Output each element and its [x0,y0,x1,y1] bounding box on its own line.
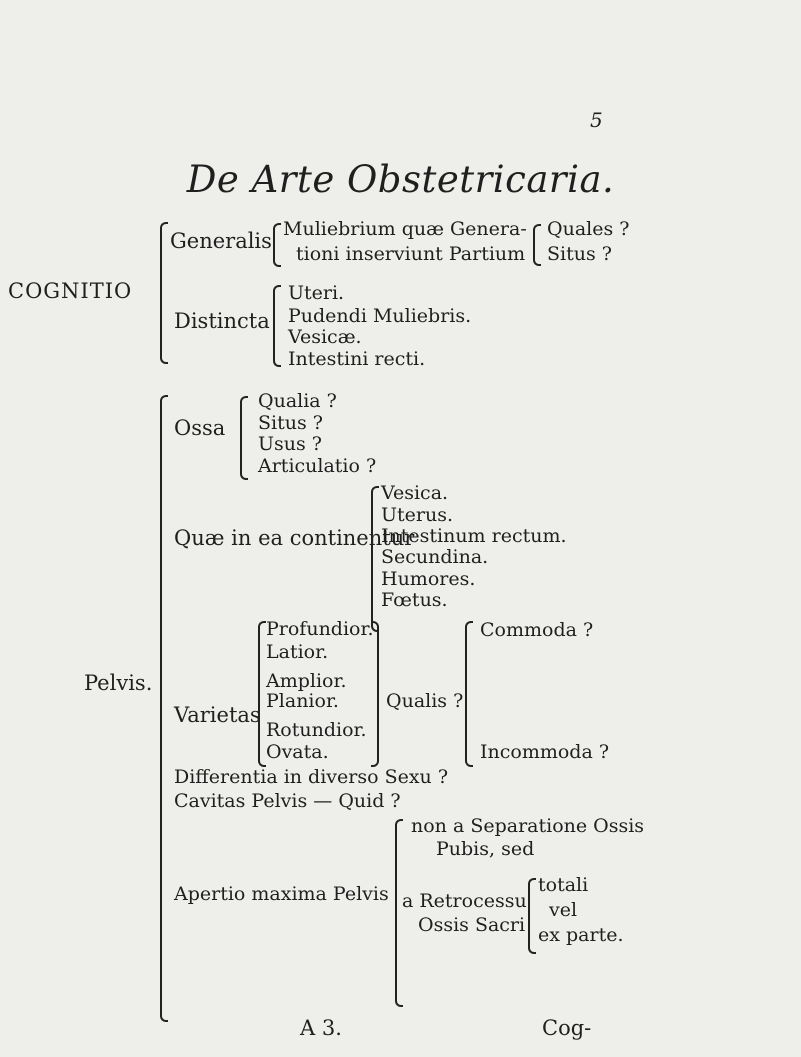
pelvis-brace [160,395,168,1022]
retrocessu-label: a Retrocessu [402,890,527,912]
apertio-line-1: non a Separatione Ossis [411,815,645,837]
qualis-label: Qualis ? [386,690,464,712]
contents-brace [371,486,379,632]
ossis-sacri-label: Ossis Sacri [418,914,526,936]
articulatio-label: Articulatio ? [258,455,377,477]
ossa-brace [240,396,248,480]
situs-label: Situs ? [547,243,612,265]
content-item: Humores. [381,568,476,590]
pudendi-label: Pudendi Muliebris. [288,305,472,327]
variety-item: Profundior. [266,618,374,640]
generalis-brace [273,223,281,267]
generalis-line-2: tioni inserviunt Partium [296,243,526,265]
variety-item: Rotundior. [266,719,367,741]
generalis-line-1: Muliebrium quæ Genera- [283,218,527,240]
ossa-label: Ossa [174,416,226,440]
content-item: Intestinum rectum. [381,525,567,547]
quae-continentur-label: Quæ in ea continentur [174,526,415,550]
content-item: Vesica. [381,482,449,504]
distincta-label: Distincta [174,309,270,333]
cavitas-label: Cavitas Pelvis — Quid ? [174,790,401,812]
page-title: De Arte Obstetricaria. [186,158,615,201]
content-item: Secundina. [381,546,489,568]
intestini-label: Intestini recti. [288,348,426,370]
catchword: Cog- [542,1016,592,1040]
commoda-brace [465,621,473,767]
uteri-label: Uteri. [288,282,345,304]
page-number: 5 [590,108,603,132]
qualis-brace [371,621,379,767]
qualia-label: Qualia ? [258,390,337,412]
differentia-label: Differentia in diverso Sexu ? [174,766,449,788]
variety-item: Ovata. [266,741,329,763]
cognitio-label: COGNITIO [8,279,133,303]
cognitio-brace [160,222,168,364]
content-item: Uterus. [381,504,454,526]
totali-label: totali [538,874,589,896]
totali-brace [528,878,536,954]
distincta-brace [273,285,281,367]
variety-item: Amplior. [266,670,347,692]
quales-brace [533,224,541,266]
commoda-label: Commoda ? [480,619,594,641]
apertio-brace [395,819,403,1007]
variety-item: Planior. [266,690,339,712]
varietas-label: Varietas [174,703,261,727]
generalis-label: Generalis [170,229,272,253]
ex-parte-label: ex parte. [538,924,624,946]
variety-item: Latior. [266,641,329,663]
signature-mark: A 3. [300,1016,342,1040]
varietas-brace [258,621,266,767]
quales-label: Quales ? [547,218,630,240]
incommoda-label: Incommoda ? [480,741,610,763]
usus-label: Usus ? [258,433,322,455]
content-item: Fœtus. [381,589,448,611]
apertio-label: Apertio maxima Pelvis [174,883,389,905]
pelvis-label: Pelvis. [84,671,153,695]
apertio-line-2: Pubis, sed [436,838,535,860]
ossa-situs-label: Situs ? [258,412,323,434]
vesicae-label: Vesicæ. [288,326,362,348]
vel-label: vel [549,899,578,921]
